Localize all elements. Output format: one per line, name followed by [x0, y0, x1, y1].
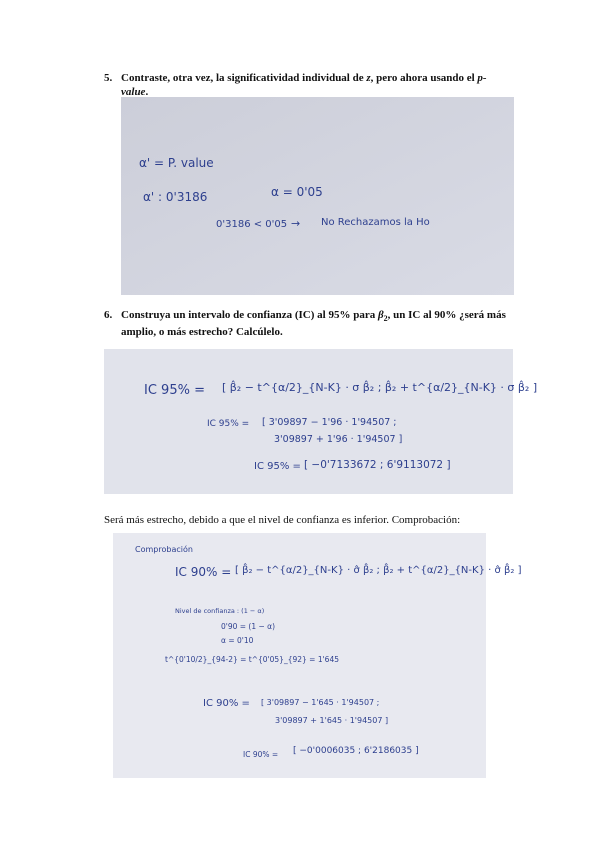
hw-calc-label: IC 95% = [207, 419, 250, 429]
hw-calc-2: 3'09897 + 1'645 · 1'94507 ] [275, 716, 389, 725]
hw-eq-2: α = 0'10 [221, 636, 254, 645]
hw-eq-1: 0'90 = (1 − α) [221, 622, 276, 631]
question-5 [104, 72, 504, 99]
hw-result-label: IC 90% = [243, 750, 279, 759]
hw-ic-label: IC 90% = [175, 565, 232, 579]
hw-line-2a: α' : 0'3186 [143, 190, 208, 204]
question-text: Contraste, otra vez, la significatividad individual de z, pero ahora usando el p-value. [121, 72, 487, 98]
question-6 [104, 309, 522, 339]
hw-calc-label: IC 90% = [203, 698, 250, 709]
hw-calc-1: [ 3'09897 − 1'96 · 1'94507 ; [262, 417, 397, 428]
hw-arrow: → [291, 217, 301, 230]
hw-formula: [ β̂₂ − t^{α/2}_{N-K} · σ β̂₂ ; β̂₂ + t^{α/2}_{N-K} · σ β̂₂ ] [222, 381, 538, 394]
handwritten-photo-ic90 [113, 533, 522, 778]
answer-paragraph: Será más estrecho, debido a que el nivel de confianza es inferior. Comprobación: [104, 514, 461, 526]
hw-result: [ −0'7133672 ; 6'9113072 ] [304, 459, 451, 471]
hw-calc-2: 3'09897 + 1'96 · 1'94507 ] [274, 434, 403, 445]
hw-calc-1: [ 3'09897 − 1'645 · 1'94507 ; [261, 698, 380, 707]
hw-nivel: Nivel de confianza : (1 − α) [175, 607, 265, 615]
hw-result: [ −0'0006035 ; 6'2186035 ] [293, 746, 419, 756]
handwritten-photo-pvalue [121, 97, 514, 295]
hw-t-line: t^{0'10/2}_{94-2} = t^{0'05}_{92} = 1'645 [165, 655, 339, 664]
question-number: 6. [104, 309, 113, 321]
hw-line-3b: No Rechazamos la Ho [321, 217, 430, 228]
handwritten-photo-ic95 [104, 349, 538, 494]
hw-line-3a: 0'3186 < 0'05 [216, 219, 288, 230]
hw-result-label: IC 95% = [254, 461, 301, 472]
question-text: Construya un intervalo de confianza (IC) al 95% para $\beta_2$, un IC al 90% ¿será más amplio, o más estrecho? Calcúlelo. [121, 309, 506, 338]
hw-heading: Comprobación [135, 545, 193, 554]
hw-line-2b: α = 0'05 [271, 185, 323, 199]
hw-line-1: α' = P. value [139, 156, 214, 170]
question-number: 5. [104, 72, 113, 84]
hw-formula: [ β̂₂ − t^{α/2}_{N-K} · σ̂ β̂₂ ; β̂₂ + t^{α/2}_{N-K} · σ̂ β̂₂ ] [235, 565, 522, 576]
hw-ic-label: IC 95% = [144, 383, 205, 398]
